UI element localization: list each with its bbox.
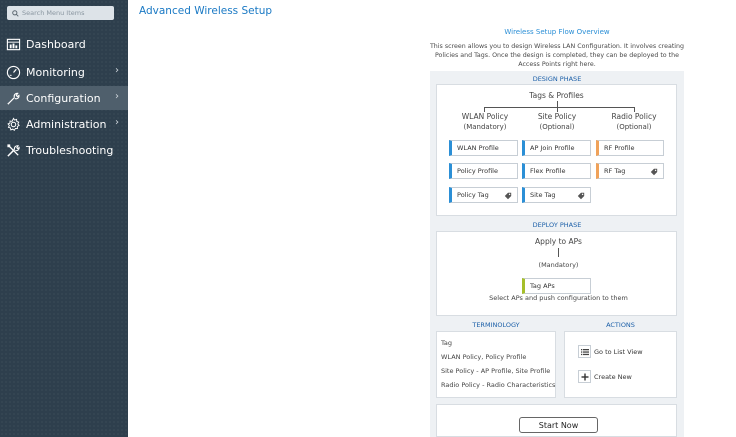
deploy-phase-header: DEPLOY PHASE [532,221,582,229]
chip-label: RF Tag [604,167,626,175]
terminology-item: WLAN Policy, Policy Profile [441,353,527,361]
wrench-icon [6,91,21,106]
radio-policy-sub: (Optional) [616,123,652,131]
ap-join-profile-chip[interactable] [522,140,591,156]
tag-aps-chip[interactable] [522,278,591,294]
actions-box [564,331,677,398]
tag-icon [650,168,658,176]
deploy-mandatory-label: (Mandatory) [538,261,579,269]
search-input[interactable] [7,6,114,20]
action-label: Go to List View [594,347,643,356]
sidebar-item-label: Monitoring [26,65,85,79]
sidebar [0,0,128,437]
tools-icon [6,143,21,158]
chip-label: Tag APs [530,282,555,290]
chip-label: RF Profile [604,144,635,152]
sidebar-item-monitoring[interactable] [0,60,128,84]
flow-description: This screen allows you to design Wireless LAN Configuration. It involves creating Policies and Tags. Once the design is completed, they can be deployed to the Access Points right here. [429,43,685,68]
terminology-item: Site Policy - AP Profile, Site Profile [441,367,551,375]
rf-tag-chip[interactable] [596,163,664,179]
sidebar-item-label: Configuration [26,91,101,105]
tag-icon [504,192,512,200]
start-now-button[interactable]: Start Now [519,417,598,433]
go-to-list-view-button[interactable] [578,345,643,358]
tag-icon [577,192,585,200]
terminology-item: Tag [441,339,453,347]
flex-profile-chip[interactable] [522,163,591,179]
wlan-policy-sub: (Mandatory) [463,123,507,131]
deploy-description: Select APs and push configuration to them [489,294,628,302]
site-policy-sub: (Optional) [539,123,575,131]
policy-tag-chip[interactable] [449,187,518,203]
list-icon [578,345,591,358]
chip-label: Policy Tag [457,191,489,199]
apply-to-aps-label: Apply to APs [535,237,582,246]
site-tag-chip[interactable] [522,187,591,203]
rf-profile-chip[interactable] [596,140,664,156]
terminology-item: Radio Policy - Radio Characteristics [441,381,556,389]
chip-label: Flex Profile [530,167,566,175]
chevron-right-icon: › [115,91,119,102]
sidebar-item-label: Troubleshooting [26,143,114,157]
chip-label: Policy Profile [457,167,498,175]
sidebar-item-label: Dashboard [26,37,86,51]
dashboard-icon [6,37,21,52]
tags-profiles-label: Tags & Profiles [529,91,584,100]
sidebar-item-label: Administration [26,117,107,131]
actions-header: ACTIONS [606,321,635,329]
sidebar-item-dashboard[interactable] [0,32,128,56]
chip-label: Site Tag [530,191,556,199]
chevron-right-icon: › [115,65,119,76]
sidebar-item-troubleshooting[interactable] [0,138,128,162]
page-title: Advanced Wireless Setup [139,5,273,17]
terminology-header: TERMINOLOGY [472,321,520,329]
create-new-button[interactable] [578,370,632,383]
radio-policy-label: Radio Policy [611,112,657,121]
chip-label: AP Join Profile [530,144,575,152]
chevron-right-icon: › [115,117,119,128]
sidebar-item-configuration[interactable] [0,86,128,110]
plus-icon [578,370,591,383]
policy-profile-chip[interactable] [449,163,518,179]
wlan-profile-chip[interactable] [449,140,518,156]
search-icon [12,10,19,17]
wlan-policy-label: WLAN Policy [461,112,509,121]
gauge-icon [6,65,21,80]
design-phase-header: DESIGN PHASE [532,75,582,83]
action-label: Create New [594,372,632,381]
flow-title: Wireless Setup Flow Overview [504,28,610,36]
chip-label: WLAN Profile [457,144,499,152]
tree-connector [558,248,559,257]
gear-icon [6,117,21,132]
tree-connector [484,107,635,108]
search-placeholder: Search Menu Items [22,9,85,17]
sidebar-item-administration[interactable] [0,112,128,136]
site-policy-label: Site Policy [537,112,577,121]
